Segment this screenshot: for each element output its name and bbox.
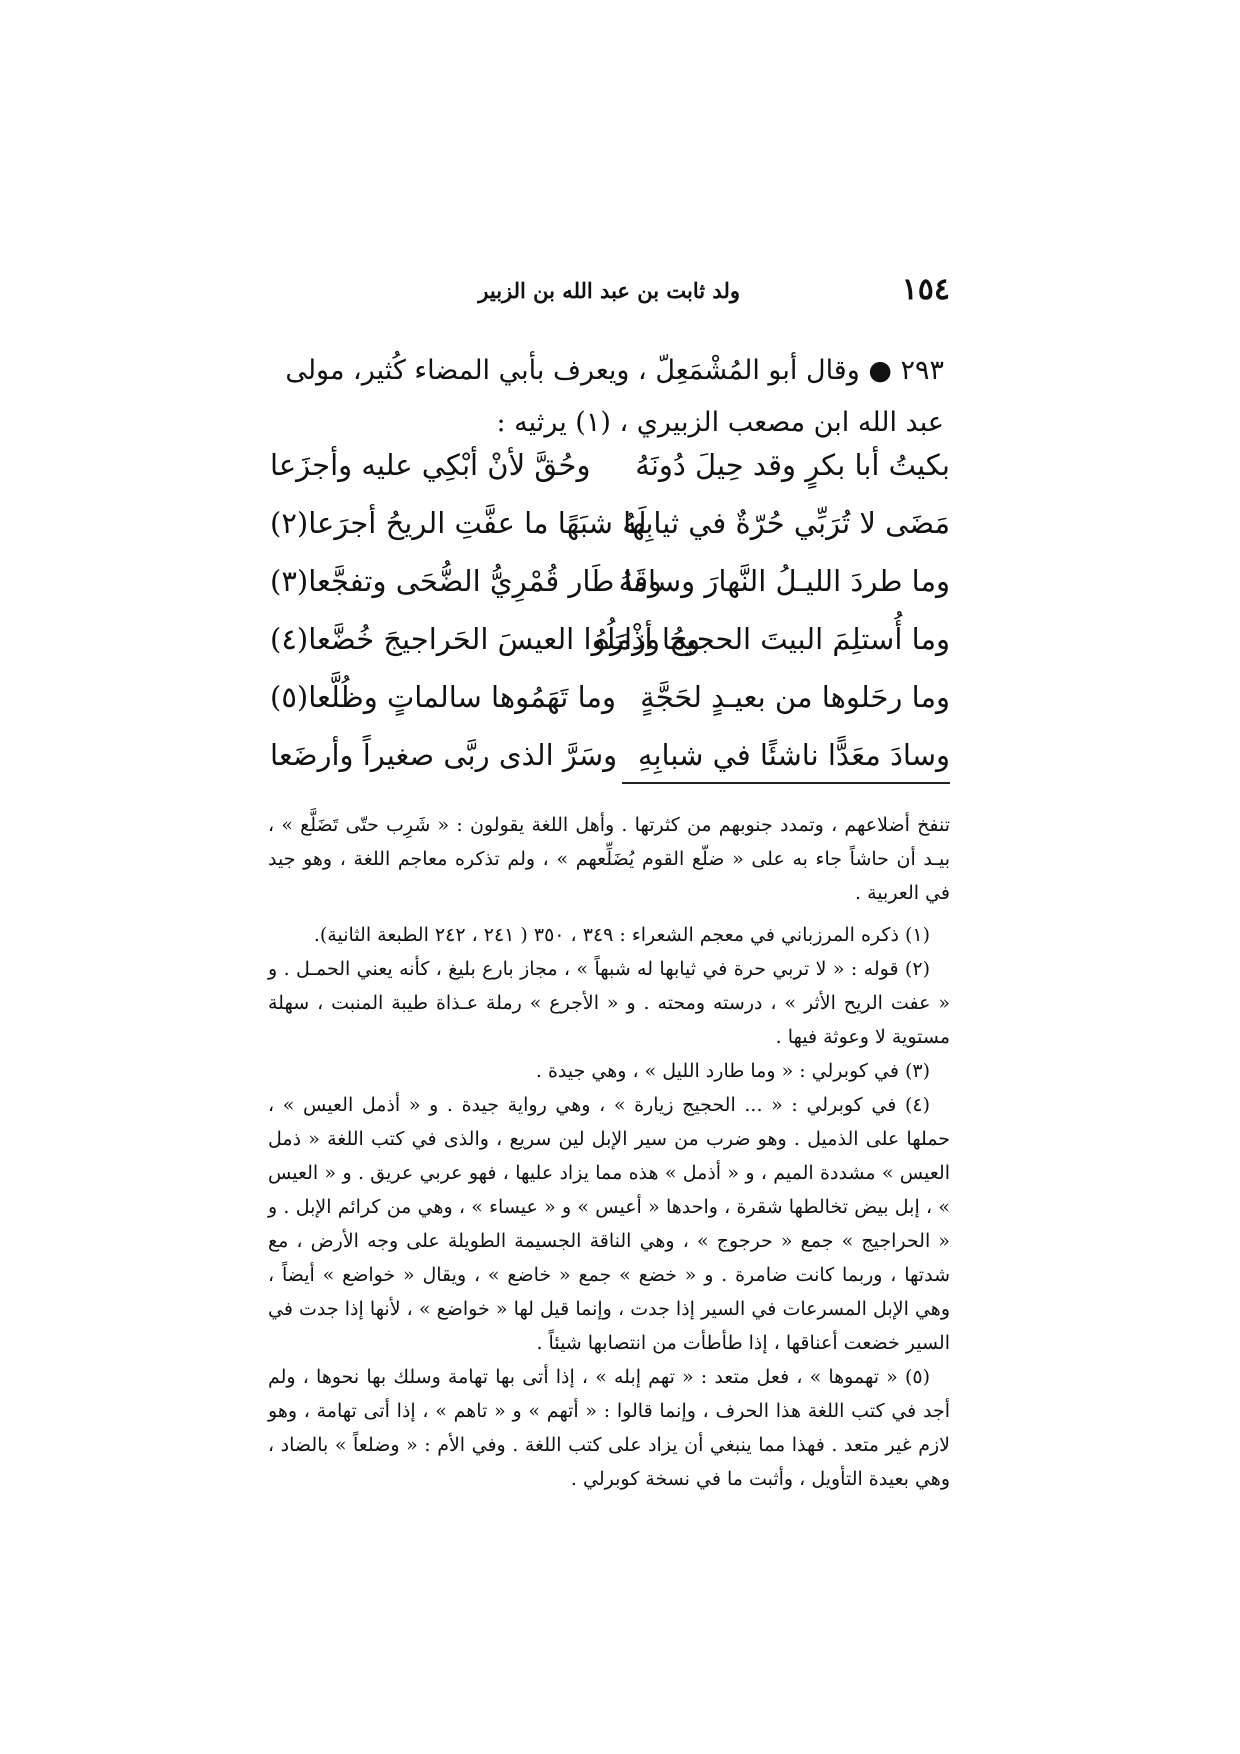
footnote-3: (٣) في كوبرلي : « وما طارد الليل » ، وهي جيدة .: [535, 1060, 930, 1082]
footnote-1: (١) ذكره المرزباني في معجم الشعراء : ٣٤٩ ، ٣٥٠ ( ٢٤١ ، ٢٤٢ الطبعة الثانية).: [313, 924, 930, 946]
verse-first-hemistich: مَضَى لا تُرَبِّي حُرّةٌ في ثيابِها: [623, 506, 950, 540]
verse-second-hemistich: لَهُ شبَهًا ما عفَّتِ الريحُ أجرَعا(٢): [270, 506, 647, 540]
verse-line: [270, 738, 950, 796]
poem: [270, 448, 950, 796]
verse-second-hemistich: وسَرَّ الذى ربَّى صغيراً وأرضَعا: [270, 738, 618, 772]
verse-line: [270, 564, 950, 622]
page-number: ١٥٤: [901, 272, 950, 307]
footnote-5: (٥) « تهموها » ، فعل متعد : « تهم إبله » ، إذا أتى بها تهامة وسلك بها نحوها ، ولم أجد في كتب اللغة هذا الحرف ، وإنما قالوا : « أتهم » و « تاهم » ، إذا أتى تهامة ، وهو لازم غير متعد . فهذا مما ينبغي أن يزاد على كتب اللغة . وفي الأم : « وضلعاً » بالضاد ، وهي بعيدة التأويل ، وأثبت ما في نسخة كوبرلي .: [268, 1366, 950, 1490]
verse-second-hemistich: وما طَار قُمْرِيُّ الضُّحَى وتفجَّعا(٣): [270, 564, 662, 598]
verse-first-hemistich: وما رحَلوها من بعيـدٍ لحَجَّةٍ: [640, 680, 950, 714]
verse-first-hemistich: وسادَ معَدًّا ناشئًا في شبابِهِ: [637, 738, 950, 772]
verse-first-hemistich: بكيتُ أبا بكرٍ وقد حِيلَ دُونَهُ: [635, 448, 950, 482]
verse-second-hemistich: وما أذْمَلُوا العيسَ الحَراجيجَ خُضَّعا(٤): [270, 622, 701, 656]
verse-second-hemistich: وما تَهَمُوها سالماتٍ وظُلَّعا(٥): [270, 680, 616, 714]
verse-line: [270, 622, 950, 680]
footnote-continuation: تنفخ أضلاعهم ، وتمدد جنوبهم من كثرتها . وأهل اللغة يقولون : « شَرِب حتّى تَضَلَّع » ، بيـد أن حاشاً جاء به على « ضلّع القوم يُضَلِّعهم » ، ولم تذكره معاجم اللغة ، وهو جيد في العربية .: [268, 814, 950, 904]
running-title: ولد ثابت بن عبد الله بن الزبير: [478, 278, 740, 303]
verse-line: [270, 680, 950, 738]
verse-first-hemistich: وما طردَ الليـلُ النَّهارَ وساقَهُ: [618, 564, 950, 598]
page-header: [480, 272, 950, 316]
verse-second-hemistich: وحُقَّ لأنْ أبْكِي عليه وأجزَعا: [270, 448, 591, 482]
footnote-2: (٢) قوله : « لا تربي حرة في ثيابها له شبهاً » ، مجاز بارع بليغ ، كأنه يعني الحمـل . و « عفت الريح الأثر » ، درسته ومحته . و « الأجرع » رملة عـذاة طيبة المنبت ، سهلة مستوية لا وعوثة فيها .: [268, 958, 950, 1048]
footnote-separator: [622, 782, 950, 784]
verse-line: [270, 448, 950, 506]
entry-intro: ٢٩٣ ● وقال أبو المُشْمَعِلّ ، ويعرف بأبي المضاء كُثير، مولى عبد الله ابن مصعب الزبيري ، (١) يرثيه :: [285, 355, 944, 438]
verse-line: [270, 506, 950, 564]
footnotes: [268, 808, 950, 1496]
verse-first-hemistich: وما أُستلِمَ البيتَ الحجيجُ وزارَهُ: [594, 622, 950, 656]
footnote-4: (٤) في كوبرلي : « ... الحجيج زيارة » ، وهي رواية جيدة . و « أذمل العيس » ، حملها على الذميل . وهو ضرب من سير الإبل لين سريع ، والذى في كتب اللغة « ذمل العيس » مشددة الميم ، و « أذمل » هذه مما يزاد عليها ، فهو عربي عريق . و « العيس » ، إبل بيض تخالطها شقرة ، واحدها « أعيس » و « عيساء » ، وهي من كرائم الإبل . و « الحراجيج » جمع « حرجوج » ، وهي الناقة الجسيمة الطويلة على وجه الأرض ، مع شدتها ، وربما كانت ضامرة . و « خضع » جمع « خاضع » ، ويقال « خواضع » أيضاً ، وهي الإبل المسرعات في السير إذا جدت ، وإنما قيل لها « خواضع » ، لأنها إذا جدت في السير خضعت أعناقها ، إذا طأطأت من انتصابها شيئاً .: [268, 1094, 950, 1354]
